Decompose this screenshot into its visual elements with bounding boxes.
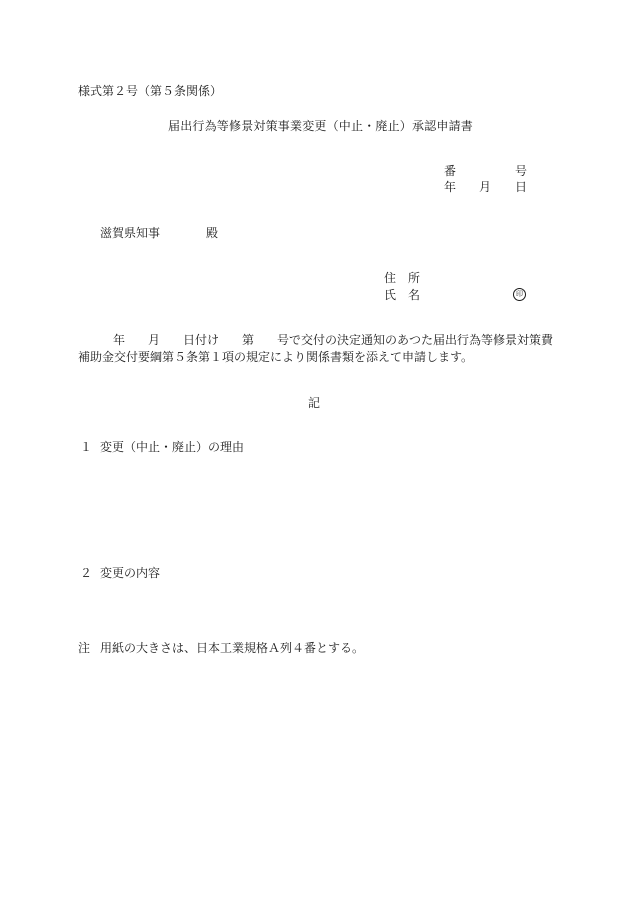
ki-heading: 記 (308, 396, 321, 410)
date-year-label: 年 (444, 180, 457, 194)
addressee-honorific: 殿 (206, 226, 219, 240)
document-number-suffix: 号 (515, 164, 528, 178)
body-year-label: 年 (113, 333, 126, 347)
document-number-label: 番 (444, 164, 457, 178)
item-number: １ (80, 440, 93, 454)
seal-mark: 印 (513, 288, 526, 301)
note-label: 注 (78, 641, 91, 655)
document-title: 届出行為等修景対策事業変更（中止・廃止）承認申請書 (168, 119, 474, 133)
date-day-label: 日 (515, 180, 528, 194)
applicant-name-label: 氏 名 (384, 288, 421, 302)
applicant-address-label: 住 所 (384, 271, 421, 285)
item-number: ２ (80, 566, 93, 580)
date-month-label: 月 (479, 180, 492, 194)
item-label: 変更（中止・廃止）の理由 (100, 440, 245, 454)
body-dated-label: 日付け (183, 333, 220, 347)
body-text-rest: 号で交付の決定通知のあつた届出行為等修景対策費 (277, 333, 554, 347)
item-label: 変更の内容 (100, 566, 161, 580)
body-month-label: 月 (148, 333, 161, 347)
body-text-line-2: 補助金交付要綱第５条第１項の規定により関係書類を添えて申請します。 (78, 350, 474, 364)
body-dai-label: 第 (242, 333, 255, 347)
note-text: 用紙の大きさは、日本工業規格Ａ列４番とする。 (100, 641, 365, 655)
form-number: 様式第２号（第５条関係） (78, 84, 223, 98)
addressee-name: 滋賀県知事 (100, 226, 161, 240)
